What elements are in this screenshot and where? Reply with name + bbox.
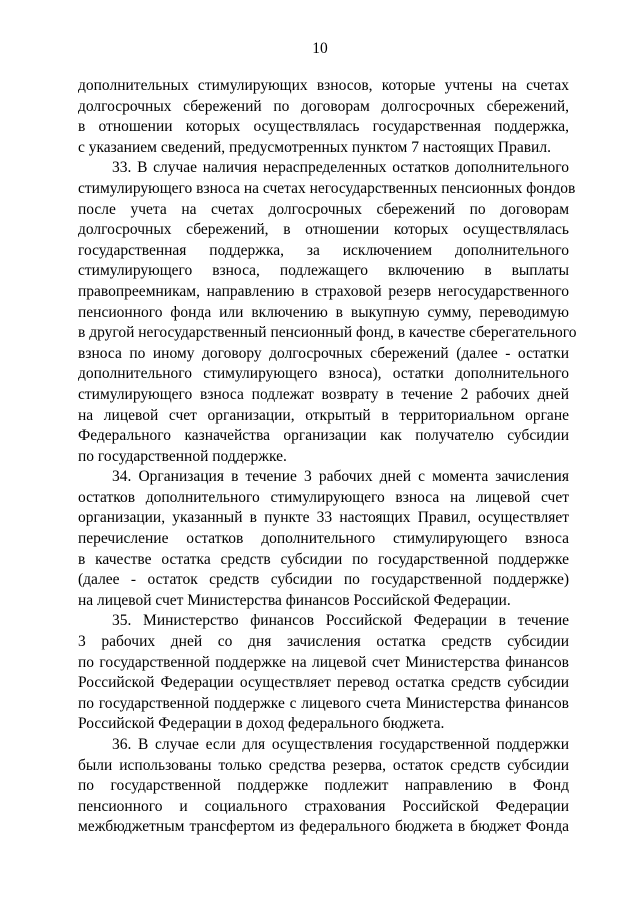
- paragraph: [78, 611, 569, 735]
- paragraph: [78, 735, 569, 838]
- paragraph-line: с указанием сведений, предусмотренных пунктом 7 настоящих Правил.: [78, 138, 551, 156]
- paragraph-line: пенсионного и социального страхования Российской Федерации: [78, 797, 569, 815]
- paragraph-line: пенсионного фонда или включению в выкупную сумму, переводимую: [78, 303, 569, 321]
- paragraph-line: 36. В случае если для осуществления государственной поддержки: [112, 736, 569, 753]
- paragraph-line: остатков дополнительного стимулирующего взноса на лицевой счет: [78, 488, 569, 506]
- paragraph-line: по государственной поддержке.: [78, 447, 287, 465]
- document-body: [78, 76, 577, 838]
- paragraph-line: на лицевой счет организации, открытый в территориальном органе: [78, 406, 569, 424]
- paragraph-line: на лицевой счет Министерства финансов Российской Федерации.: [78, 591, 511, 609]
- paragraph-line: перечисление остатков дополнительного стимулирующего взноса: [78, 530, 569, 548]
- paragraph-line: стимулирующего взноса подлежат возврату в течение 2 рабочих дней: [78, 385, 569, 403]
- paragraph-line: долгосрочных сбережений по договорам долгосрочных сбережений,: [78, 97, 569, 115]
- paragraph-line: в отношении которых осуществлялась государственная поддержка,: [78, 118, 569, 136]
- paragraph-line: 35. Министерство финансов Российской Федерации в течение: [112, 612, 569, 630]
- paragraph-line: правопреемникам, направлению в страховой резерв негосударственного: [78, 282, 569, 300]
- paragraph-line: стимулирующего взноса на счетах негосударственных пенсионных фондов: [78, 179, 576, 197]
- paragraph: [78, 76, 569, 158]
- paragraph-line: взноса по иному договору долгосрочных сбережений (далее - остатки: [78, 344, 569, 362]
- paragraph-line: (далее - остаток средств субсидии по государственной поддержке): [78, 571, 569, 589]
- paragraph-line: дополнительного стимулирующего взноса), остатки дополнительного: [78, 365, 569, 383]
- paragraph-line: государственная поддержка, за исключением дополнительного: [78, 241, 569, 259]
- paragraph-line: 34. Организация в течение 3 рабочих дней с момента зачисления: [112, 468, 569, 486]
- paragraph-line: Федерального казначейства организации как получателю субсидии: [78, 427, 569, 445]
- paragraph: [78, 467, 569, 611]
- paragraph: [78, 158, 577, 467]
- paragraph-line: межбюджетным трансфертом из федерального бюджета в бюджет Фонда: [78, 818, 569, 836]
- paragraph-line: по государственной поддержке на лицевой счет Министерства финансов: [78, 653, 569, 671]
- paragraph-line: после учета на счетах долгосрочных сбережений по договорам: [78, 200, 569, 218]
- paragraph-line: стимулирующего взноса, подлежащего включению в выплаты: [78, 262, 569, 280]
- paragraph-line: организации, указанный в пункте 33 настоящих Правил, осуществляет: [78, 509, 569, 527]
- paragraph-line: дополнительных стимулирующих взносов, которые учтены на счетах: [78, 77, 569, 94]
- page-number: 10: [312, 40, 328, 57]
- paragraph-line: по государственной поддержке подлежит направлению в Фонд: [78, 777, 569, 795]
- paragraph-line: были использованы только средства резерва, остаток средств субсидии: [78, 756, 569, 774]
- paragraph-line: по государственной поддержке с лицевого счета Министерства финансов: [78, 694, 569, 712]
- paragraph-line: в другой негосударственный пенсионный фонд, в качестве сберегательного: [78, 324, 577, 342]
- paragraph-line: Российской Федерации осуществляет перевод остатка средств субсидии: [78, 674, 569, 692]
- paragraph-line: долгосрочных сбережений, в отношении которых осуществлялась: [78, 221, 569, 239]
- paragraph-line: в качестве остатка средств субсидии по государственной поддержке: [78, 550, 569, 568]
- paragraph-line: 33. В случае наличия нераспределенных остатков дополнительного: [112, 159, 569, 177]
- paragraph-line: 3 рабочих дней со дня зачисления остатка средств субсидии: [78, 633, 569, 651]
- paragraph-line: Российской Федерации в доход федерального бюджета.: [78, 715, 445, 733]
